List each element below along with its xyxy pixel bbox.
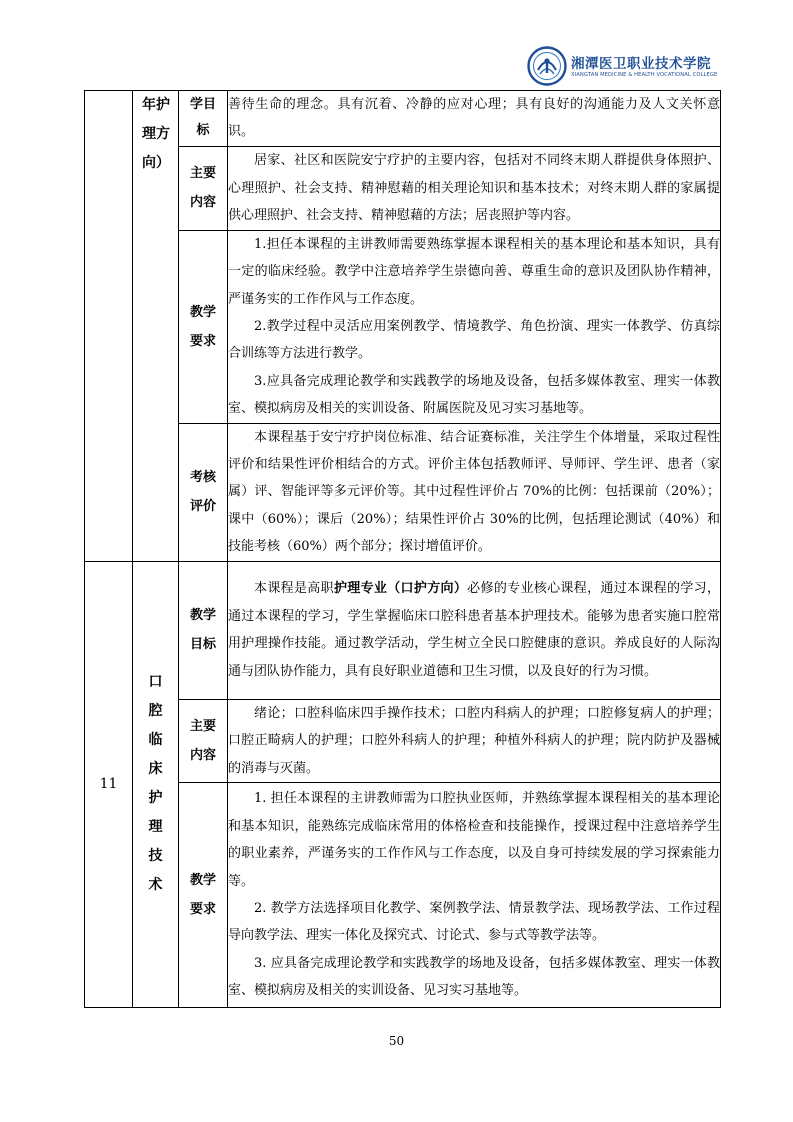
goal-text-bold: 护理专业（口护方向） [333, 581, 468, 597]
row-label-goal [179, 91, 228, 147]
course-table [84, 90, 721, 1008]
table-row [85, 230, 721, 423]
school-name-en: XIANGTAN MEDICINE & HEALTH VOCATIONAL COLLEGE [571, 72, 718, 78]
course-number-cell [85, 91, 133, 562]
paragraph: 本课程基于安宁疗护岗位标准、结合证赛标准，关注学生个体增量，采取过程性评价和结果性评价相结合的方式。评价主体包括教师评、导师评、学生评、患者（家属）评、智能评等多元评价等。其中过程性评价占 70%的比例：包括课前（20%）；课中（60%）；课后（20%）；结果性评价占 30%的比例，包括理论测试（40%）和技能考核（60%）两个部分；探讨增值评价。 [228, 429, 720, 555]
content-cell [228, 146, 721, 230]
row-label-content [179, 146, 228, 230]
table-row [85, 423, 721, 561]
course-name: 年护理方向） [142, 97, 170, 171]
row-label: 考核评价 [189, 470, 216, 515]
row-label: 教学要求 [189, 872, 216, 917]
row-label-assessment [179, 423, 228, 561]
table-row [85, 782, 721, 1007]
row-label-content [179, 699, 228, 782]
content-cell [228, 230, 721, 423]
paragraph: 1. 担任本课程的主讲教师需为口腔执业医师，并熟练掌握本课程相关的基本理论和基本知识，能熟练完成临床常用的体格检查和技能操作，授课过程中注意培养学生的职业素养，严谨务实的工作作风与工作态度，以及自身可持续发展的学习探索能力等。 [228, 791, 720, 889]
content-cell [228, 561, 721, 699]
college-logo [527, 44, 717, 90]
row-label: 教学要求 [189, 304, 216, 349]
row-label: 教学目标 [189, 608, 216, 653]
course-name: 口腔临床护理技术 [148, 674, 163, 894]
paragraph: 1.担任本课程的主讲教师需要熟练掌握本课程相关的基本理论和基本知识，具有一定的临床经验。教学中注意培养学生崇德向善、尊重生命的意识及团队协作精神，严谨务实的工作作风与工作态度。 [228, 236, 720, 307]
paragraph: 3. 应具备完成理论教学和实践教学的场地及设备，包括多媒体教室、理实一体教室、模拟病房及相关的实训设备、见习实习基地等。 [228, 955, 720, 999]
goal-text-pre: 本课程是高职 [254, 581, 334, 597]
course-number: 11 [99, 776, 118, 793]
paragraph [228, 575, 720, 685]
paragraph: 绪论；口腔科临床四手操作技术；口腔内科病人的护理；口腔修复病人的护理；口腔正畸病人的护理；口腔外科病人的护理；种植外科病人的护理；院内防护及器械的消毒与灭菌。 [228, 705, 720, 776]
table-row [85, 699, 721, 782]
row-label-goal [179, 561, 228, 699]
college-emblem-icon [527, 46, 567, 86]
content-cell [228, 91, 721, 147]
content-cell [228, 782, 721, 1007]
content-cell [228, 423, 721, 561]
goal-text-post: 必修的专业核心课程，通过本课程的学习，通过本课程的学习，学生掌握临床口腔科患者基本护理技术。能够为患者实施口腔常用护理操作技能。通过教学活动，学生树立全民口腔健康的意识。养成良好的人际沟通与团队协作能力，具有良好职业道德和卫生习惯，以及良好的行为习惯。 [228, 581, 720, 679]
paragraph: 善待生命的理念。具有沉着、冷静的应对心理；具有良好的沟通能力及人文关怀意识。 [228, 97, 720, 140]
content-cell [228, 699, 721, 782]
paragraph: 居家、社区和医院安宁疗护的主要内容，包括对不同终末期人群提供身体照护、心理照护、社会支持、精神慰藉的相关理论知识和基本技术；对终末期人群的家属提供心理照护、社会支持、精神慰藉的方法；居丧照护等内容。 [228, 153, 720, 224]
paragraph: 2.教学过程中灵活应用案例教学、情境教学、角色扮演、理实一体教学、仿真综合训练等方法进行教学。 [228, 319, 720, 362]
row-label: 主要内容 [189, 718, 216, 763]
course-number-cell [85, 561, 133, 1007]
school-name-cn: 湘潭医卫职业技术学院 [571, 56, 711, 72]
course-name-cell [133, 91, 179, 562]
row-label: 主要内容 [189, 166, 216, 211]
page-number: 50 [388, 1034, 405, 1048]
paragraph: 3.应具备完成理论教学和实践教学的场地及设备，包括多媒体教室、理实一体教室、模拟病房及相关的实训设备、附属医院及见习实习基地等。 [228, 373, 720, 417]
paragraph: 2. 教学方法选择项目化教学、案例教学法、情景教学法、现场教学法、工作过程导向教学法、理实一体化及探究式、讨论式、参与式等教学法等。 [228, 900, 720, 944]
row-label-requirements [179, 230, 228, 423]
table-row [85, 91, 721, 147]
table-row [85, 561, 721, 699]
row-label: 学目标 [189, 97, 216, 139]
course-name-cell [133, 561, 179, 1007]
table-row [85, 146, 721, 230]
row-label-requirements [179, 782, 228, 1007]
